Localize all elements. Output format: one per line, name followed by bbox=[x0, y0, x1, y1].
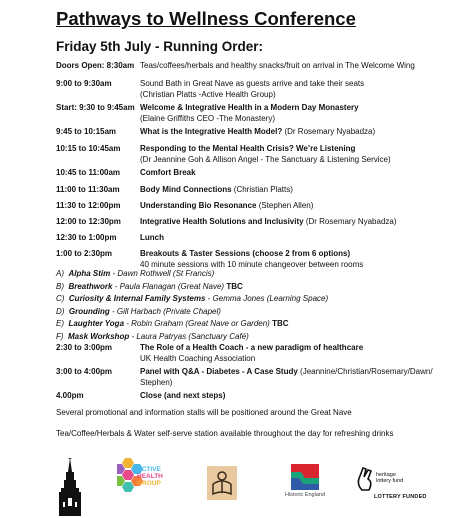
schedule-time: Start: 9:30 to 9:45am bbox=[56, 103, 135, 112]
schedule-presenter: UK Health Coaching Association bbox=[140, 353, 256, 363]
schedule-title: What is the Integrative Health Model? bbox=[140, 127, 283, 136]
schedule-presenter: (Christian Platts) bbox=[231, 185, 293, 194]
schedule-title: Body Mind Connections bbox=[140, 185, 232, 194]
logo-text: ACTIVE bbox=[137, 466, 161, 473]
active-health-group-logo bbox=[117, 456, 177, 498]
schedule-title: Lunch bbox=[140, 233, 164, 242]
schedule-presenter-cont: Stephen) bbox=[140, 377, 173, 387]
schedule-title: The Role of a Health Coach - a new paradigm of healthcare bbox=[140, 343, 364, 352]
schedule-detail: Teas/coffees/herbals and healthy snacks/fruit on arrival in The Welcome Wing bbox=[140, 61, 415, 70]
schedule-title: Understanding Bio Resonance bbox=[140, 201, 257, 210]
list-item: E) Laughter Yoga - Robin Graham (Great Nave or Garden) TBC bbox=[56, 319, 289, 329]
schedule-title: Integrative Health Solutions and Inclusivity bbox=[140, 217, 304, 226]
crossed-fingers-icon bbox=[354, 466, 376, 492]
schedule-time: 3:00 to 4:00pm bbox=[56, 367, 113, 376]
list-item: F) Mask Workshop - Laura Patryas (Sanctuary Café) bbox=[56, 331, 249, 341]
historic-england-emblem-icon bbox=[291, 464, 319, 490]
historic-england-logo bbox=[283, 464, 327, 510]
schedule-title: Comfort Break bbox=[140, 168, 196, 177]
schedule-presenter: (Christian Platts -Active Health Group) bbox=[140, 89, 276, 99]
schedule-time: 10:15 to 10:45am bbox=[56, 144, 121, 153]
sanctuary-hands-logo bbox=[207, 466, 237, 500]
schedule-title: Breakouts & Taster Sessions (choose 2 from 6 options) bbox=[140, 249, 351, 258]
schedule-time: 1:00 to 2:30pm bbox=[56, 249, 113, 258]
schedule-presenter: (Jeannine/Christian/Rosemary/Dawn/ bbox=[297, 367, 433, 376]
schedule-presenter: (Dr Jeannine Goh & Allison Angel - The Sanctuary & Listening Service) bbox=[140, 154, 391, 164]
list-item: D) Grounding - Gill Harbach (Private Chapel) bbox=[56, 306, 221, 316]
schedule-detail: 40 minute sessions with 10 minute changeover between rooms bbox=[140, 259, 364, 269]
logo-text: HEALTH bbox=[137, 473, 163, 480]
schedule-time: 11:00 to 11:30am bbox=[56, 185, 120, 194]
schedule-time: 11:30 to 12:00pm bbox=[56, 201, 121, 210]
info-note: Several promotional and information stalls will be positioned around the Great Nave bbox=[56, 408, 352, 417]
page-subtitle: Friday 5th July - Running Order: bbox=[56, 39, 264, 54]
schedule-title: Responding to the Mental Health Crisis? We’re Listening bbox=[140, 144, 356, 153]
schedule-time: Doors Open: 8:30am bbox=[56, 61, 135, 70]
schedule-presenter: (Dr Rosemary Nyabadza) bbox=[282, 127, 376, 136]
logo-text: heritage bbox=[376, 472, 396, 478]
schedule-presenter: (Dr Rosemary Nyabadza) bbox=[303, 217, 397, 226]
logo-text: GROUP bbox=[137, 480, 161, 487]
logo-text: LOTTERY FUNDED bbox=[374, 494, 427, 500]
schedule-title: Welcome & Integrative Health in a Modern Day Monastery bbox=[140, 103, 359, 112]
sponsor-logos bbox=[0, 452, 474, 518]
list-item: A) Alpha Stim - Dawn Rothwell (St Francis) bbox=[56, 269, 215, 278]
list-item: B) Breathwork - Paula Flanagan (Great Nave) TBC bbox=[56, 281, 243, 291]
schedule-time: 9:45 to 10:15am bbox=[56, 127, 117, 136]
schedule-time: 9:00 to 9:30am bbox=[56, 79, 112, 88]
page-title: Pathways to Wellness Conference bbox=[56, 8, 356, 29]
schedule-time: 10:45 to 11:00am bbox=[56, 168, 121, 177]
schedule-time: 4.00pm bbox=[56, 391, 84, 400]
schedule-time: 2:30 to 3:00pm bbox=[56, 343, 113, 352]
schedule-title: Close (and next steps) bbox=[140, 391, 226, 400]
logo-text: lottery fund bbox=[376, 478, 404, 484]
schedule-presenter: (Stephen Allen) bbox=[256, 201, 314, 210]
list-item: C) Curiosity & Internal Family Systems - Gemma Jones (Learning Space) bbox=[56, 294, 329, 304]
schedule-detail: Sound Bath in Great Nave as guests arrive and take their seats bbox=[140, 79, 365, 88]
heritage-lottery-fund-logo bbox=[350, 462, 430, 514]
schedule-title: Panel with Q&A - Diabetes - A Case Study bbox=[140, 367, 298, 376]
schedule-time: 12:00 to 12:30pm bbox=[56, 217, 121, 226]
schedule-time: 12:30 to 1:00pm bbox=[56, 233, 117, 242]
info-note: Tea/Coffee/Herbals & Water self-serve station available throughout the day for refreshing drinks bbox=[56, 429, 394, 438]
schedule-presenter: (Elaine Griffiths CEO -The Monastery) bbox=[140, 113, 276, 123]
monastery-church-logo bbox=[57, 458, 83, 516]
breakout-session-list bbox=[56, 268, 328, 344]
logo-text: Historic England bbox=[284, 492, 326, 498]
